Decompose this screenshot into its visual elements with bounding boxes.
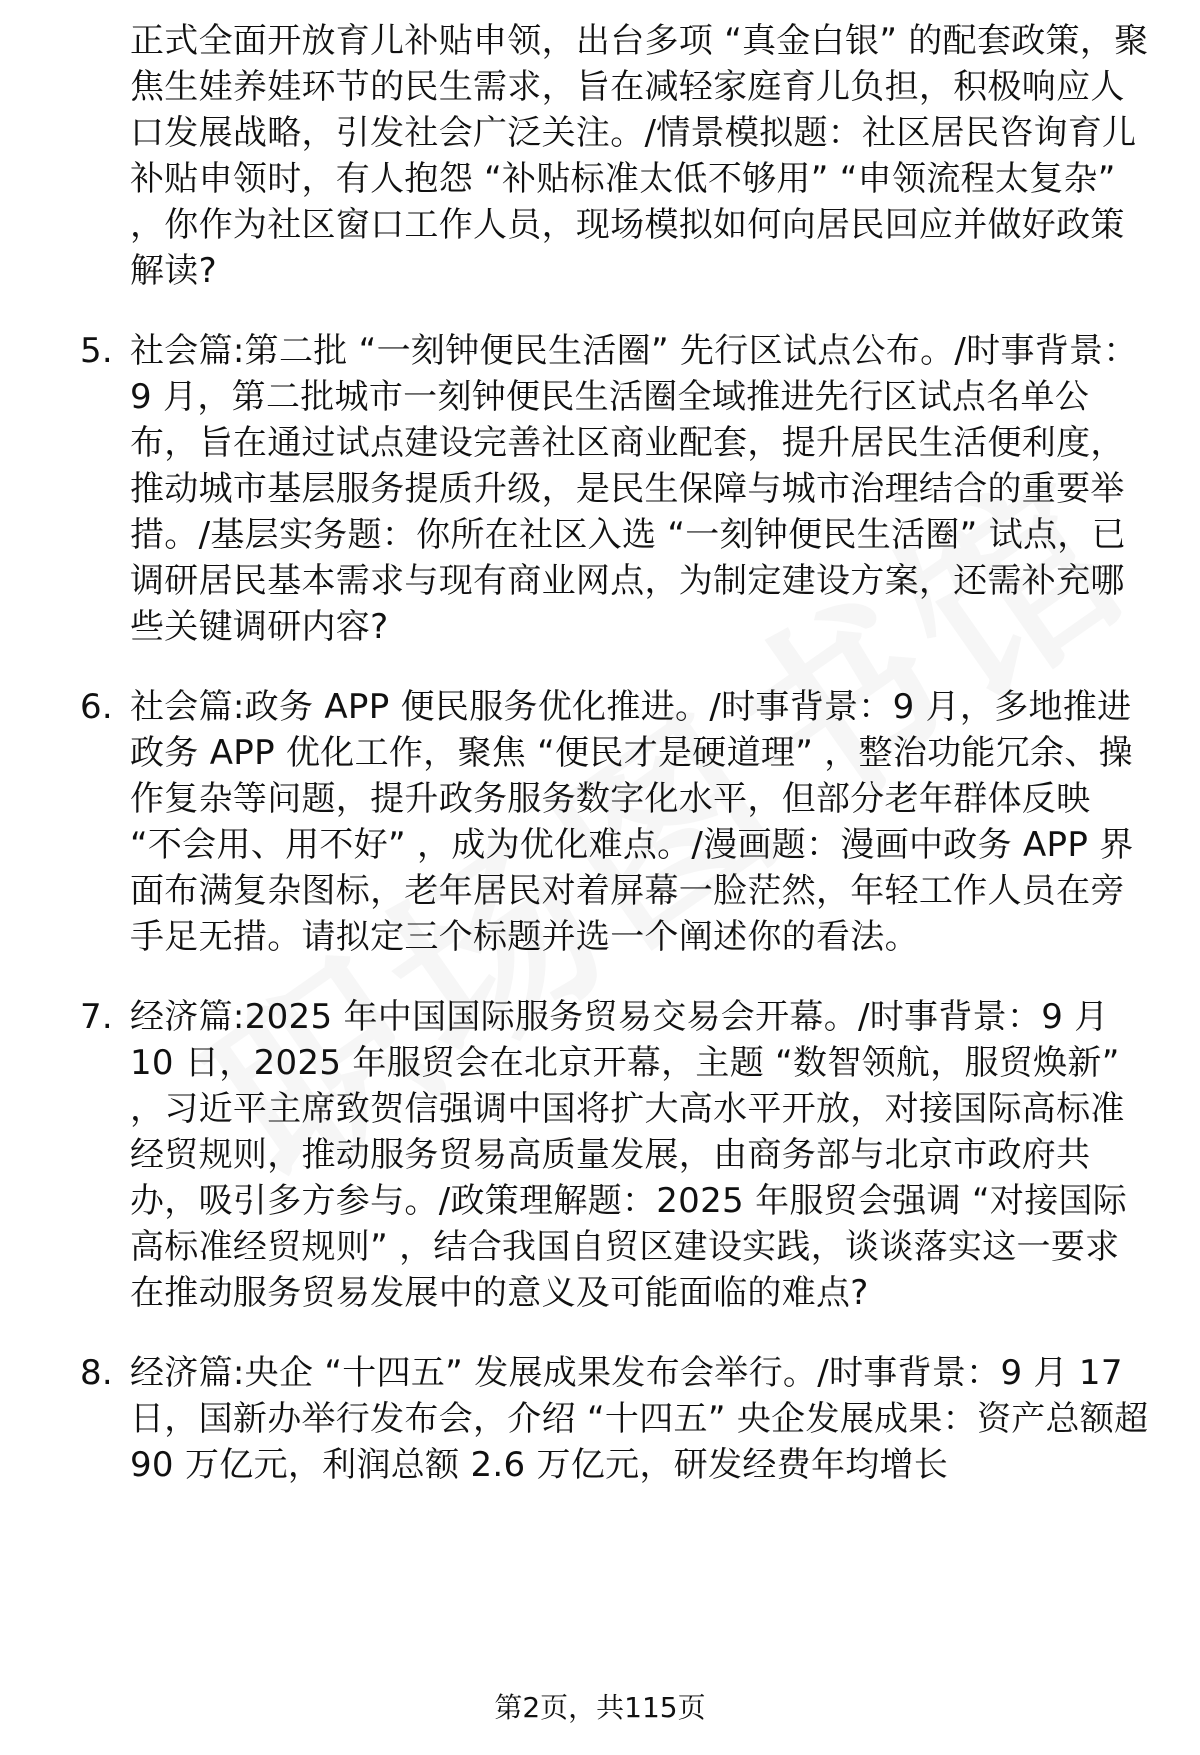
- item-text: 社会篇:第二批 “一刻钟便民生活圈” 先行区试点公布。/时事背景：9 月，第二批城市一刻钟便民生活圈全域推进先行区试点名单公布，旨在通过试点建设完善社区商业配套，提升居民生活便利度，推动城市基层服务提质升级，是民生保障与城市治理结合的重要举措。/基层实务题：你所在社区入选 “一刻钟便民生活圈” 试点，已调研居民基本需求与现有商业网点，为制定建设方案，还需补充哪些关键调研内容?: [130, 331, 1138, 647]
- item-number: 8.: [80, 1353, 114, 1393]
- item-number: 5.: [80, 331, 114, 371]
- list-item: [80, 684, 1150, 960]
- item-text: 经济篇:央企 “十四五” 发展成果发布会举行。/时事背景：9 月 17 日，国新办举行发布会，介绍 “十四五” 央企发展成果：资产总额超 90 万亿元，利润总额 2.6 万亿元，研发经费年均增长: [130, 1353, 1149, 1485]
- list-item: [80, 1350, 1150, 1488]
- item-text: 社会篇:政务 APP 便民服务优化推进。/时事背景：9 月，多地推进政务 APP 优化工作，聚焦 “便民才是硬道理” ，整治功能冗余、操作复杂等问题，提升政务服务数字化水平，但部分老年群体反映 “不会用、用不好” ，成为优化难点。/漫画题：漫画中政务 APP 界面布满复杂图标，老年居民对着屏幕一脸茫然，年轻工作人员在旁手足无措。请拟定三个标题并选一个阐述你的看法。: [130, 687, 1134, 957]
- page-content: [80, 18, 1150, 1488]
- list-item: [80, 328, 1150, 650]
- item-number: 7.: [80, 997, 114, 1037]
- intro-paragraph: 正式全面开放育儿补贴申领，出台多项 “真金白银” 的配套政策，聚焦生娃养娃环节的民生需求，旨在减轻家庭育儿负担，积极响应人口发展战略，引发社会广泛关注。/情景模拟题：社区居民咨询育儿补贴申领时，有人抱怨 “补贴标准太低不够用” “申领流程太复杂” ，你作为社区窗口工作人员，现场模拟如何向居民回应并做好政策解读?: [130, 21, 1149, 291]
- page-footer: 第2页，共115页: [494, 1691, 706, 1724]
- list-item: [80, 994, 1150, 1316]
- item-number: 6.: [80, 687, 114, 727]
- item-text: 经济篇:2025 年中国国际服务贸易交易会开幕。/时事背景：9 月 10 日，2025 年服贸会在北京开幕，主题 “数智领航，服贸焕新” ，习近平主席致贺信强调中国将扩大高水平开放，对接国际高标准经贸规则，推动服务贸易高质量发展，由商务部与北京市政府共办，吸引多方参与。/政策理解题：2025 年服贸会强调 “对接国际高标准经贸规则” ，结合我国自贸区建设实践，谈谈落实这一要求在推动服务贸易发展中的意义及可能面临的难点?: [130, 997, 1128, 1313]
